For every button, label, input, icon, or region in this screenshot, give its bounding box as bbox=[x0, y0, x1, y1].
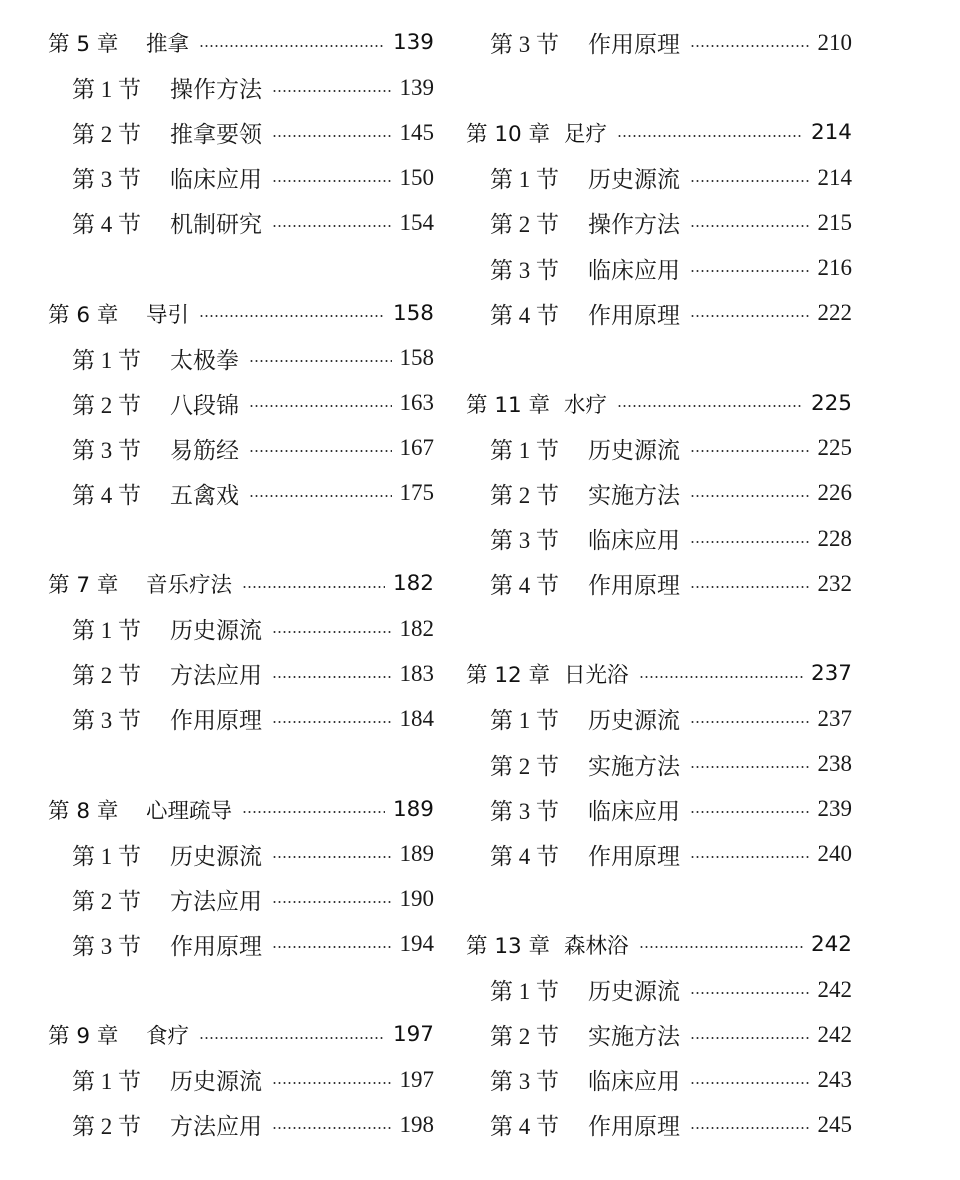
section-title: 推拿要领 bbox=[170, 122, 262, 148]
page-number: 210 bbox=[817, 29, 852, 55]
section-title: 作用原理 bbox=[170, 708, 262, 734]
toc-section-entry[interactable] bbox=[466, 1102, 852, 1147]
section-title: 历史源流 bbox=[170, 1069, 262, 1095]
toc-spacer bbox=[48, 516, 434, 561]
dot-leader bbox=[272, 135, 392, 137]
dot-leader bbox=[690, 541, 810, 543]
toc-section-entry[interactable] bbox=[466, 155, 852, 200]
dot-leader bbox=[272, 1127, 392, 1129]
toc-section-entry[interactable] bbox=[48, 606, 434, 651]
toc-section-entry[interactable] bbox=[48, 65, 434, 110]
toc-spacer bbox=[466, 65, 852, 110]
page-number: 197 bbox=[392, 1022, 434, 1048]
toc-spacer bbox=[48, 967, 434, 1012]
toc-section-entry[interactable] bbox=[48, 381, 434, 426]
section-number: 第 3 节 bbox=[490, 798, 559, 824]
section-title: 历史源流 bbox=[170, 618, 262, 644]
page-number: 232 bbox=[817, 570, 852, 596]
toc-section-entry[interactable] bbox=[48, 336, 434, 381]
dot-leader bbox=[690, 225, 810, 227]
toc-section-entry[interactable] bbox=[466, 1057, 852, 1102]
page-number: 240 bbox=[817, 841, 852, 867]
toc-chapter-entry[interactable] bbox=[48, 291, 434, 336]
page-number: 226 bbox=[817, 480, 852, 506]
section-title: 临床应用 bbox=[588, 257, 680, 283]
chapter-number: 第 5 章 bbox=[48, 32, 119, 58]
section-number: 第 1 节 bbox=[72, 1069, 141, 1095]
toc-section-entry[interactable] bbox=[466, 200, 852, 245]
chapter-title: 日光浴 bbox=[564, 663, 629, 689]
page-number: 167 bbox=[399, 435, 434, 461]
toc-section-entry[interactable] bbox=[48, 110, 434, 155]
chapter-title: 导引 bbox=[146, 302, 190, 328]
toc-chapter-entry[interactable] bbox=[48, 787, 434, 832]
section-number: 第 1 节 bbox=[490, 979, 559, 1005]
dot-leader bbox=[249, 360, 392, 362]
dot-leader bbox=[690, 270, 810, 272]
dot-leader bbox=[690, 811, 810, 813]
section-title: 临床应用 bbox=[588, 798, 680, 824]
page-number: 242 bbox=[817, 976, 852, 1002]
chapter-number: 第 12 章 bbox=[466, 663, 551, 689]
page-number: 228 bbox=[817, 525, 852, 551]
page-number: 139 bbox=[399, 74, 434, 100]
section-title: 历史源流 bbox=[588, 437, 680, 463]
dot-leader bbox=[272, 856, 392, 858]
page-number: 150 bbox=[399, 164, 434, 190]
section-title: 临床应用 bbox=[170, 167, 262, 193]
section-number: 第 4 节 bbox=[72, 482, 141, 508]
toc-section-entry[interactable] bbox=[466, 426, 852, 471]
section-title: 作用原理 bbox=[588, 302, 680, 328]
chapter-number: 第 7 章 bbox=[48, 573, 119, 599]
page-number: 197 bbox=[399, 1066, 434, 1092]
page-number: 225 bbox=[817, 435, 852, 461]
toc-chapter-entry[interactable] bbox=[466, 651, 852, 696]
dot-leader bbox=[272, 631, 392, 633]
section-title: 临床应用 bbox=[588, 1069, 680, 1095]
dot-leader bbox=[249, 450, 392, 452]
section-number: 第 4 节 bbox=[490, 1114, 559, 1140]
section-title: 方法应用 bbox=[170, 1114, 262, 1140]
page-number: 214 bbox=[817, 164, 852, 190]
page-number: 183 bbox=[399, 660, 434, 686]
section-title: 作用原理 bbox=[588, 1114, 680, 1140]
dot-leader bbox=[690, 1127, 810, 1129]
chapter-title: 推拿 bbox=[146, 32, 190, 58]
section-number: 第 2 节 bbox=[490, 1024, 559, 1050]
section-number: 第 3 节 bbox=[72, 437, 141, 463]
dot-leader bbox=[690, 766, 810, 768]
section-title: 历史源流 bbox=[170, 843, 262, 869]
toc-chapter-entry[interactable] bbox=[48, 20, 434, 65]
dot-leader bbox=[272, 225, 392, 227]
page-number: 237 bbox=[817, 705, 852, 731]
dot-leader bbox=[639, 676, 803, 678]
toc-section-entry[interactable] bbox=[48, 1057, 434, 1102]
toc-column-right bbox=[466, 20, 852, 1147]
page-number: 215 bbox=[817, 209, 852, 235]
section-number: 第 2 节 bbox=[490, 753, 559, 779]
section-number: 第 1 节 bbox=[490, 708, 559, 734]
page-number: 182 bbox=[399, 615, 434, 641]
page-number: 214 bbox=[810, 120, 852, 146]
chapter-title: 心理疏导 bbox=[146, 798, 233, 824]
section-title: 实施方法 bbox=[588, 753, 680, 779]
toc-section-entry[interactable] bbox=[466, 1012, 852, 1057]
section-title: 临床应用 bbox=[588, 528, 680, 554]
section-number: 第 2 节 bbox=[490, 212, 559, 238]
toc-spacer bbox=[466, 606, 852, 651]
toc-chapter-entry[interactable] bbox=[48, 1012, 434, 1057]
page-number: 189 bbox=[399, 841, 434, 867]
dot-leader bbox=[690, 586, 810, 588]
chapter-number: 第 9 章 bbox=[48, 1024, 119, 1050]
toc-chapter-entry[interactable] bbox=[466, 922, 852, 967]
toc-section-entry[interactable] bbox=[48, 922, 434, 967]
section-number: 第 4 节 bbox=[72, 212, 141, 238]
section-number: 第 2 节 bbox=[72, 392, 141, 418]
section-number: 第 1 节 bbox=[72, 618, 141, 644]
dot-leader bbox=[272, 721, 392, 723]
section-title: 实施方法 bbox=[588, 1024, 680, 1050]
page-number: 158 bbox=[399, 345, 434, 371]
dot-leader bbox=[617, 405, 803, 407]
toc-section-entry[interactable] bbox=[48, 200, 434, 245]
section-title: 历史源流 bbox=[588, 979, 680, 1005]
toc-chapter-entry[interactable] bbox=[466, 381, 852, 426]
section-title: 作用原理 bbox=[588, 573, 680, 599]
toc-section-entry[interactable] bbox=[466, 967, 852, 1012]
dot-leader bbox=[690, 495, 810, 497]
section-number: 第 1 节 bbox=[72, 347, 141, 373]
section-title: 八段锦 bbox=[170, 392, 239, 418]
dot-leader bbox=[690, 315, 810, 317]
section-title: 操作方法 bbox=[588, 212, 680, 238]
section-number: 第 2 节 bbox=[72, 888, 141, 914]
section-number: 第 3 节 bbox=[490, 1069, 559, 1095]
dot-leader bbox=[272, 180, 392, 182]
section-number: 第 1 节 bbox=[72, 843, 141, 869]
page-number: 163 bbox=[399, 390, 434, 416]
chapter-title: 足疗 bbox=[564, 122, 608, 148]
toc-section-entry[interactable] bbox=[466, 832, 852, 877]
page-number: 139 bbox=[392, 30, 434, 56]
section-title: 方法应用 bbox=[170, 663, 262, 689]
section-number: 第 1 节 bbox=[490, 437, 559, 463]
chapter-number: 第 10 章 bbox=[466, 122, 551, 148]
section-title: 历史源流 bbox=[588, 708, 680, 734]
toc-chapter-entry[interactable] bbox=[466, 110, 852, 155]
dot-leader bbox=[690, 450, 810, 452]
section-title: 操作方法 bbox=[170, 77, 262, 103]
dot-leader bbox=[199, 45, 385, 47]
chapter-number: 第 13 章 bbox=[466, 933, 551, 959]
chapter-title: 水疗 bbox=[564, 392, 608, 418]
chapter-number: 第 11 章 bbox=[466, 392, 551, 418]
dot-leader bbox=[242, 586, 385, 588]
chapter-number: 第 8 章 bbox=[48, 798, 119, 824]
toc-section-entry[interactable] bbox=[466, 291, 852, 336]
section-number: 第 1 节 bbox=[72, 77, 141, 103]
toc-column-left bbox=[48, 20, 434, 1147]
page-number: 245 bbox=[817, 1111, 852, 1137]
page-number: 184 bbox=[399, 705, 434, 731]
dot-leader bbox=[272, 676, 392, 678]
page-number: 239 bbox=[817, 796, 852, 822]
toc-section-entry[interactable] bbox=[48, 426, 434, 471]
section-title: 实施方法 bbox=[588, 482, 680, 508]
page-number: 154 bbox=[399, 209, 434, 235]
chapter-title: 食疗 bbox=[146, 1024, 190, 1050]
dot-leader bbox=[690, 45, 810, 47]
dot-leader bbox=[617, 135, 803, 137]
toc-section-entry[interactable] bbox=[466, 787, 852, 832]
section-title: 方法应用 bbox=[170, 888, 262, 914]
toc-spacer bbox=[48, 245, 434, 290]
section-number: 第 3 节 bbox=[72, 167, 141, 193]
section-number: 第 3 节 bbox=[490, 528, 559, 554]
toc-section-entry[interactable] bbox=[48, 1102, 434, 1147]
page-number: 182 bbox=[392, 571, 434, 597]
dot-leader bbox=[242, 811, 385, 813]
chapter-title: 森林浴 bbox=[564, 933, 629, 959]
page-number: 242 bbox=[810, 931, 852, 957]
dot-leader bbox=[199, 315, 385, 317]
page-number: 189 bbox=[392, 796, 434, 822]
toc-section-entry[interactable] bbox=[466, 20, 852, 65]
section-title: 作用原理 bbox=[170, 933, 262, 959]
section-number: 第 1 节 bbox=[490, 167, 559, 193]
section-number: 第 2 节 bbox=[72, 1114, 141, 1140]
toc-spacer bbox=[466, 336, 852, 381]
section-number: 第 3 节 bbox=[490, 257, 559, 283]
page-number: 222 bbox=[817, 300, 852, 326]
page-number: 158 bbox=[392, 300, 434, 326]
section-title: 作用原理 bbox=[588, 843, 680, 869]
section-number: 第 4 节 bbox=[490, 302, 559, 328]
section-number: 第 2 节 bbox=[490, 482, 559, 508]
toc-section-entry[interactable] bbox=[466, 696, 852, 741]
toc-section-entry[interactable] bbox=[466, 742, 852, 787]
dot-leader bbox=[272, 90, 392, 92]
page-number: 175 bbox=[399, 480, 434, 506]
section-number: 第 3 节 bbox=[72, 933, 141, 959]
toc-section-entry[interactable] bbox=[48, 471, 434, 516]
page-number: 145 bbox=[399, 119, 434, 145]
toc-section-entry[interactable] bbox=[466, 561, 852, 606]
dot-leader bbox=[690, 992, 810, 994]
dot-leader bbox=[249, 405, 392, 407]
dot-leader bbox=[639, 946, 803, 948]
section-title: 太极拳 bbox=[170, 347, 239, 373]
dot-leader bbox=[199, 1037, 385, 1039]
dot-leader bbox=[272, 1082, 392, 1084]
section-title: 易筋经 bbox=[170, 437, 239, 463]
toc-section-entry[interactable] bbox=[466, 471, 852, 516]
toc-section-entry[interactable] bbox=[48, 832, 434, 877]
chapter-title: 音乐疗法 bbox=[146, 573, 233, 599]
dot-leader bbox=[690, 721, 810, 723]
toc-section-entry[interactable] bbox=[48, 696, 434, 741]
toc-section-entry[interactable] bbox=[466, 245, 852, 290]
chapter-number: 第 6 章 bbox=[48, 302, 119, 328]
toc-spacer bbox=[466, 877, 852, 922]
dot-leader bbox=[690, 180, 810, 182]
dot-leader bbox=[272, 901, 392, 903]
toc-spacer bbox=[48, 742, 434, 787]
page-number: 194 bbox=[399, 931, 434, 957]
section-number: 第 4 节 bbox=[490, 573, 559, 599]
page-number: 190 bbox=[399, 886, 434, 912]
section-number: 第 3 节 bbox=[72, 708, 141, 734]
section-number: 第 3 节 bbox=[490, 32, 559, 58]
page-number: 225 bbox=[810, 390, 852, 416]
page-number: 237 bbox=[810, 661, 852, 687]
toc-section-entry[interactable] bbox=[48, 155, 434, 200]
section-number: 第 2 节 bbox=[72, 663, 141, 689]
page-number: 216 bbox=[817, 255, 852, 281]
dot-leader bbox=[249, 495, 392, 497]
dot-leader bbox=[690, 1037, 810, 1039]
page-number: 238 bbox=[817, 751, 852, 777]
section-title: 作用原理 bbox=[588, 32, 680, 58]
section-title: 五禽戏 bbox=[170, 482, 239, 508]
page-number: 198 bbox=[399, 1111, 434, 1137]
section-number: 第 4 节 bbox=[490, 843, 559, 869]
dot-leader bbox=[690, 856, 810, 858]
toc-section-entry[interactable] bbox=[48, 877, 434, 922]
toc-section-entry[interactable] bbox=[466, 516, 852, 561]
section-number: 第 2 节 bbox=[72, 122, 141, 148]
toc-section-entry[interactable] bbox=[48, 651, 434, 696]
section-title: 机制研究 bbox=[170, 212, 262, 238]
page-number: 242 bbox=[817, 1021, 852, 1047]
section-title: 历史源流 bbox=[588, 167, 680, 193]
dot-leader bbox=[272, 946, 392, 948]
toc-chapter-entry[interactable] bbox=[48, 561, 434, 606]
page-number: 243 bbox=[817, 1066, 852, 1092]
dot-leader bbox=[690, 1082, 810, 1084]
